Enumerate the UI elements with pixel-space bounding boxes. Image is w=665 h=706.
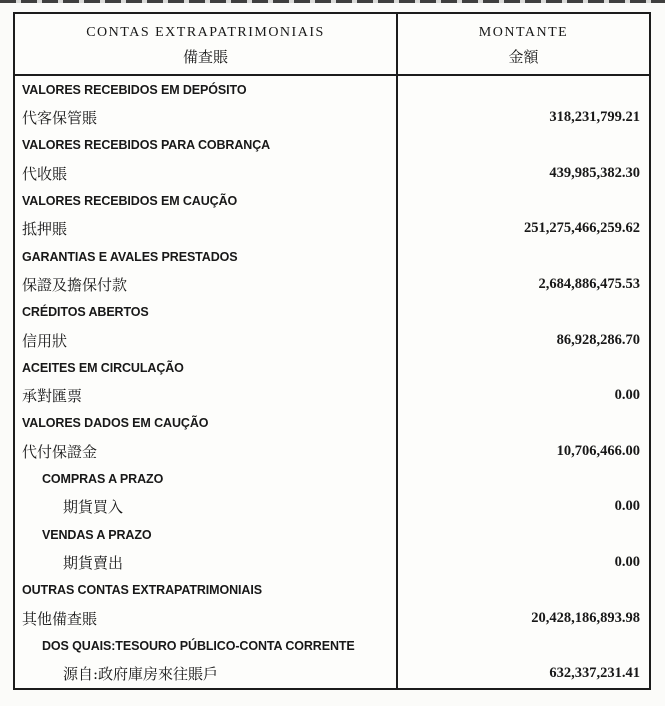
table-row bbox=[14, 243, 650, 271]
amount-value bbox=[397, 576, 650, 604]
amount-value bbox=[397, 75, 650, 104]
account-label: CRÉDITOS ABERTOS bbox=[22, 305, 149, 320]
amount-value bbox=[397, 632, 650, 660]
amount-value bbox=[397, 187, 650, 215]
account-label: VALORES DADOS EM CAUÇÃO bbox=[22, 416, 209, 431]
account-label: 代收賬 bbox=[22, 164, 68, 183]
amount-value: 20,428,186,893.98 bbox=[397, 604, 650, 632]
account-label: COMPRAS A PRAZO bbox=[42, 472, 164, 487]
amount-value: 0.00 bbox=[397, 382, 650, 410]
table-row bbox=[14, 187, 650, 215]
table-row bbox=[14, 521, 650, 549]
account-label: 期貨買入 bbox=[63, 498, 124, 517]
table-row bbox=[14, 382, 650, 410]
account-label: 承對匯票 bbox=[22, 387, 83, 406]
account-label: ACEITES EM CIRCULAÇÃO bbox=[22, 360, 184, 375]
header-row bbox=[14, 13, 650, 75]
amount-value bbox=[397, 465, 650, 493]
amount-value: 2,684,886,475.53 bbox=[397, 271, 650, 299]
accounts-header-chinese: 備查賬 bbox=[182, 47, 228, 66]
account-label: 源自:政府庫房來往賬戶 bbox=[63, 665, 219, 684]
amount-value bbox=[397, 521, 650, 549]
table-row bbox=[14, 410, 650, 438]
scan-artifact-line bbox=[0, 0, 665, 3]
amount-value: 0.00 bbox=[397, 549, 650, 577]
account-label: 保證及擔保付款 bbox=[22, 275, 128, 294]
amount-value bbox=[397, 410, 650, 438]
amount-value: 251,275,466,259.62 bbox=[397, 215, 650, 243]
table-row bbox=[14, 132, 650, 160]
account-label: VALORES RECEBIDOS EM CAUÇÃO bbox=[22, 194, 238, 209]
table-row bbox=[14, 576, 650, 604]
amount-value bbox=[397, 298, 650, 326]
account-label: 信用狀 bbox=[22, 331, 68, 350]
account-label: OUTRAS CONTAS EXTRAPATRIMONIAIS bbox=[22, 583, 262, 598]
account-label: VENDAS A PRAZO bbox=[42, 527, 152, 542]
account-label: VALORES RECEBIDOS PARA COBRANÇA bbox=[22, 138, 271, 153]
amount-value bbox=[397, 354, 650, 382]
table-row bbox=[14, 326, 650, 354]
column-header-accounts bbox=[14, 13, 397, 75]
account-label: DOS QUAIS:TESOURO PÚBLICO-CONTA CORRENTE bbox=[42, 638, 355, 653]
table-row bbox=[14, 604, 650, 632]
account-label: 其他備查賬 bbox=[22, 609, 98, 628]
table-row bbox=[14, 298, 650, 326]
table-row bbox=[14, 437, 650, 465]
account-label: 抵押賬 bbox=[22, 220, 68, 239]
table-row bbox=[14, 660, 650, 689]
amount-value: 632,337,231.41 bbox=[397, 660, 650, 689]
amount-value bbox=[397, 132, 650, 160]
amount-value: 0.00 bbox=[397, 493, 650, 521]
table-row bbox=[14, 75, 650, 104]
amount-value: 439,985,382.30 bbox=[397, 159, 650, 187]
amount-value: 86,928,286.70 bbox=[397, 326, 650, 354]
table-header bbox=[14, 13, 650, 75]
table-body bbox=[14, 75, 650, 689]
amount-value: 10,706,466.00 bbox=[397, 437, 650, 465]
account-label: 期貨賣出 bbox=[63, 553, 124, 572]
table-row bbox=[14, 354, 650, 382]
table-row bbox=[14, 159, 650, 187]
table-row bbox=[14, 493, 650, 521]
amount-header-chinese: 金額 bbox=[508, 47, 539, 66]
table-row bbox=[14, 549, 650, 577]
amount-header-portuguese: MONTANTE bbox=[478, 24, 569, 40]
column-header-amount bbox=[397, 13, 650, 75]
account-label: 代付保證金 bbox=[22, 442, 98, 461]
amount-value: 318,231,799.21 bbox=[397, 104, 650, 132]
amount-value bbox=[397, 243, 650, 271]
extrapatrimonial-accounts-table bbox=[13, 12, 651, 690]
account-label: VALORES RECEBIDOS EM DEPÓSITO bbox=[22, 82, 247, 97]
table-row bbox=[14, 271, 650, 299]
accounts-header-portuguese: CONTAS EXTRAPATRIMONIAIS bbox=[86, 24, 325, 40]
table-row bbox=[14, 465, 650, 493]
table-row bbox=[14, 632, 650, 660]
account-label: GARANTIAS E AVALES PRESTADOS bbox=[22, 249, 238, 264]
account-label: 代客保管賬 bbox=[22, 109, 98, 128]
table-row bbox=[14, 215, 650, 243]
table-row bbox=[14, 104, 650, 132]
